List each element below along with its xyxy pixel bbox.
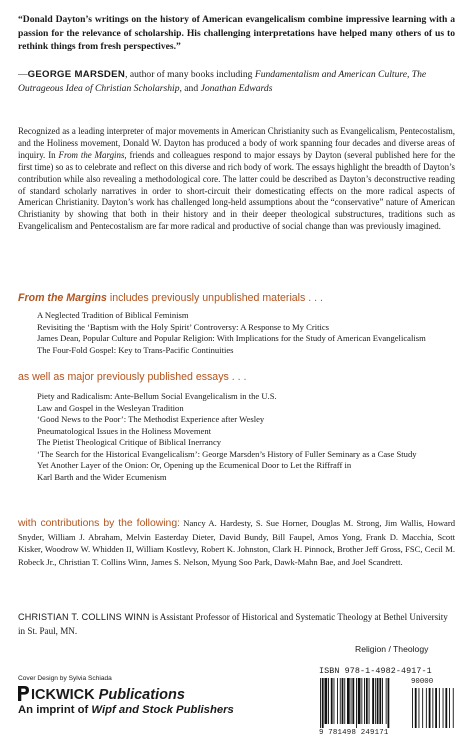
barcode-addon-bar [422,688,423,728]
book-title: Fundamentalism and American Culture [254,69,407,80]
category-label: Religion / Theology [355,644,429,654]
barcode-bar [364,678,365,724]
section-heading-unpublished: From the Margins includes previously unpublished materials . . . [18,292,323,304]
barcode-bar [342,678,344,724]
barcode-icon [319,678,456,729]
barcode-addon-bar [412,688,413,728]
barcode-bar [322,678,324,728]
cover-design-credit: Cover Design by Sylvia Schiada [18,675,112,682]
publisher-logo: ICKWICK Publications [17,685,185,706]
barcode-addon-bar [443,688,444,728]
barcode-bar [340,678,341,724]
barcode-addon-bar [415,688,417,728]
endorser-name: GEORGE MARSDEN [27,69,126,80]
list-item: Revisiting the ‘Baptism with the Holy Spirit’ Controversy: A Response to My Critics [37,321,330,332]
contributors-heading: with contributions by the following: [18,518,181,529]
book-title: Jonathan Edwards [200,82,273,94]
barcode-bar [358,678,361,724]
barcode-bar [388,678,390,728]
barcode-bar [375,678,376,724]
barcode-addon-bar [439,688,440,728]
contributors-paragraph: with contributions by the following: Nancy A. Hardesty, S. Sue Horner, Douglas M. Strong, Jim Wallis, Howard Snyder, William J. Abraham, Melvin Easterday Dieter, David Bundy, Bill Faupel, Amos Yong, Frank D. Macchia, Scott Kisker, Woodrow W. Whidden II, William Kostlevy, Robert K. Johnston, Clark H. Pinnock, Brother Jeff Gross, FSC, Cecil M. Robeck Jr., Christian T. Collins Winn, James S. Nelson, Myung Soo Park, Dawk-Mahn Bae, and Joel Scandrett. [18,518,455,567]
price-addon-digits: 90000 [411,678,434,686]
editor-bio: CHRISTIAN T. COLLINS WINN is Assistant Professor of Historical and Systematic Theology at Bethel University in St. Paul, MN. [18,612,448,636]
barcode-bar [372,678,374,724]
barcode-bar [361,678,362,724]
barcode-addon-bar [426,688,427,728]
list-item: Karl Barth and the Wider Ecumenism [37,471,167,482]
section-heading-published: as well as major previously published essays . . . [18,371,247,383]
barcode-addon-bar [429,688,431,728]
unpublished-essay-list [37,310,457,356]
book-title: The Outrageous Idea of Christian Scholarship [18,69,427,94]
barcode-bar [337,678,338,724]
ean-digits: 9 781498 249171 [319,729,389,737]
barcode-bar [351,678,352,724]
barcode-bar [331,678,333,724]
list-item: Piety and Radicalism: Ante-Bellum Social Evangelicalism in the U.S. [37,391,277,401]
barcode-addon-bar [435,688,437,728]
published-essay-list [37,391,457,483]
list-item: Law and Gospel in the Wesleyan Tradition [37,402,184,413]
endorsement-quote: “Donald Dayton’s writings on the history of American evangelicalism combine impressive learning with a passion for the relevance of scholarship. His challenging interpretations have helped many others of us to rethink things from fresh perspectives.” [18,14,455,53]
book-description: Recognized as a leading interpreter of major movements in American Christianity such as Evangelicalism, Pentecostalism, and the Holiness movement, Donald W. Dayton has produced a body of work spanning four decades and diverse areas of inquiry. In From the Margins, friends and colleagues respond to major essays by Dayton (several published here for the first time) so as to celebrate and reflect on this diverse and rich body of work. The essays highlight the breadth of Dayton’s contribution while also revealing a methodological core. The latter could be described as Dayton’s deconstructive reading of standard scholarly narratives in order to short-circuit their domesticating effects on the more radical aspects of American Christianity. Dayton’s work has challenged long-held assumptions about the “conservative” nature of American Christianity by showing that both in their history and in their deeper theological substructures, traditions such as Evangelicalism and Pentecostalism are far more radical and productive of social change than was previously imagined. [18,126,456,232]
barcode-bar [356,678,357,728]
barcode-addon-bar [432,688,433,728]
barcode-addon-bar [445,688,447,728]
barcode-bar [366,678,368,724]
barcode-bar [320,678,321,728]
list-item: Yet Another Layer of the Onion: Or, Opening up the Ecumenical Door to Let the Riffraff in [37,460,352,470]
barcode-addon-bar [453,688,454,728]
isbn-text: ISBN 978-1-4982-4917-1 [319,666,432,676]
barcode-bar [379,678,381,724]
barcode-bar [334,678,335,724]
imprint-line: An imprint of Wipf and Stock Publishers [18,704,234,716]
barcode-bar [352,678,354,724]
list-item: ‘The Search for the Historical Evangelicalism’: George Marsden’s History of Fuller Seminary as a Case Study [37,448,417,459]
list-item: ‘Good News to the Poor’: The Methodist Experience after Wesley [37,414,265,424]
barcode-addon-bar [449,688,450,728]
barcode-bar [325,678,328,724]
list-item: Pneumatological Issues in the Holiness Movement [37,425,211,436]
barcode-bar [386,678,387,724]
list-item: A Neglected Tradition of Biblical Feminism [37,310,189,320]
barcode-bar [347,678,350,724]
endorsement-attribution: —GEORGE MARSDEN, author of many books including Fundamentalism and American Culture, The Outrageous Idea of Christian Scholarship, and Jonathan Edwards [18,69,427,94]
barcode-bar [328,678,329,724]
list-item: James Dean, Popular Culture and Popular Religion: With Implications for the Study of American Evangelicalism [37,333,426,343]
barcode-bar [382,678,383,724]
pickwick-p-icon [17,685,30,706]
barcode-bar [377,678,379,724]
editor-name: CHRISTIAN T. COLLINS WINN [18,612,150,622]
barcode-bar [369,678,370,724]
barcode-addon-bar [419,688,420,728]
list-item: The Pietist Theological Critique of Biblical Inerrancy [37,437,222,447]
isbn-barcode [319,666,456,737]
list-item: The Four-Fold Gospel: Key to Trans-Pacific Continuities [37,344,234,355]
barcode-bar [344,678,345,724]
book-title-inline: From the Margins [58,149,125,160]
